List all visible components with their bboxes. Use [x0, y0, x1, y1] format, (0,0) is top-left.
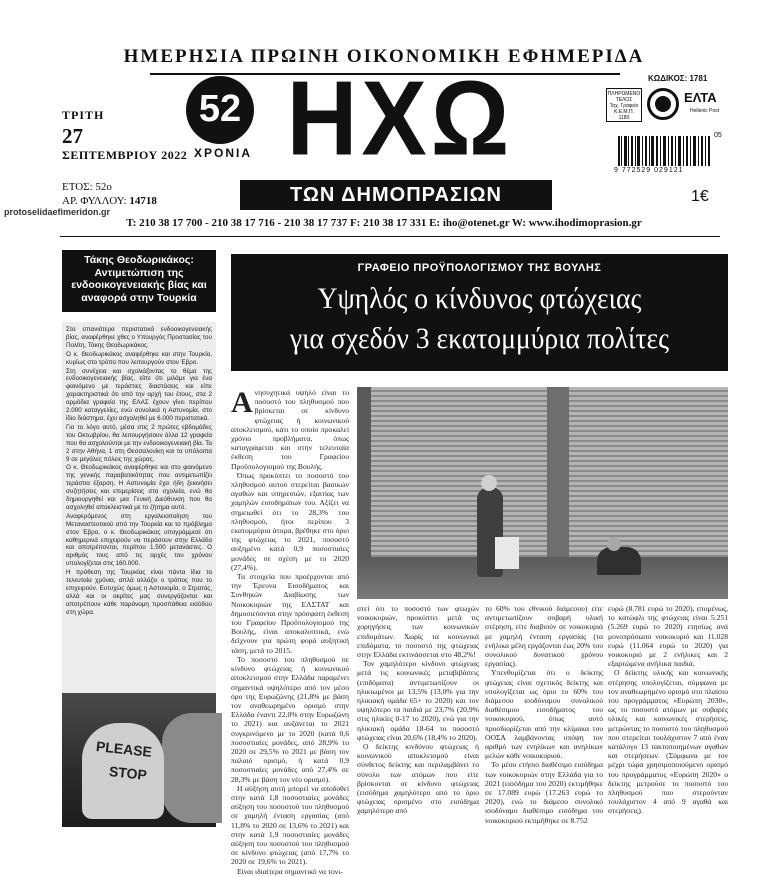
barcode-icon: [618, 136, 710, 166]
shopping-bag: [495, 537, 519, 569]
dropcap: Α: [231, 386, 253, 419]
col3-paragraph: Υπενθυμίζεται ότι ο δείκτης φτώχειας είναι σχετικός δείκτης και υπολογίζεται ως όριο το 60% του διάμεσου ισοδύναμου συνολικού διαθέσιμου εισοδήματος του νοικοκυριού, όπως αυτό προσδιορίζεται από την κλίμακα του ΟΟΣΑ λαμβάνοντας υπόψη τον αριθμό των ενηλίκων και ανηλίκων μελών κάθε νοικοκυριού.: [485, 668, 603, 761]
col1-paragraph: Το ποσοστό του πληθυσμού σε κίνδυνο φτώχειας ή κοινωνικού αποκλεισμού στην Ελλάδα παραμένει σημαντικά υψηλότερο από τον μέσο όρο της Ευρωζώνης (21,8% με βάση τον αναθεωρημένο ορισμό στην Ελλάδα έναντι 22,0% στην Ευρωζώνη το 2021) και αυξάνεται το 2021 συγκρινόμενο με το 2020 (κατά 0,6 ποσοστιαίες μονάδες, από 28,9% το 2020 σε 29,5% το 2021 με βάση τον παλαιό ορισμό, ή κατά 0,9 ποσοστιαίες μονάδες από 27,4% σε 28,3% με βάση τον νέο ορισμό).: [231, 654, 349, 784]
code-label: ΚΩΔΙΚΟΣ: 1781: [648, 74, 708, 83]
postal-logo-center-icon: [655, 96, 671, 112]
side-paragraph: Ο κ. Θεοδωρικάκος αναφέρθηκε και στην Τουρκία, κυρίως στο τρόπο που λειτουργούν στον Έβρο.: [66, 350, 212, 366]
pillar-center: [547, 387, 569, 562]
sheet-label: ΑΡ. ΦΥΛΛΟΥ:: [62, 195, 127, 207]
stamp-icon: ΠΛΗΡΩΜΕΝΟ ΤΕΛΟΣ Ταχ. Γραφείο Κ.Ε.Μ.Π. 1180: [606, 88, 642, 122]
day-label: ΤΡΙΤΗ: [62, 108, 105, 122]
side-story-headline: Τάκης Θεοδωρικάκος: Αντιμετώπιση της ενδοοικογενειακής βίας και αναφορά στην Τουρκία: [62, 250, 216, 312]
article-column-4: [608, 604, 728, 828]
photo-text-stop: STOP: [108, 763, 148, 783]
col3-paragraph: το 60% του εθνικού διάμεσου) είτε αντιμετωπίζουν σοβαρή υλική στέρηση, είτε διαβιούν σε νοικοκυριά με χαμηλή ένταση εργασίας (τα ενήλικα μέλη εργάζονται έως 20% του συνολικού δυνατικού χρόνου εργασίας).: [485, 604, 603, 669]
sheet-info: [62, 195, 157, 207]
barcode-number: 9 772529 029121: [614, 167, 684, 174]
side-paragraph: Στα σπανιότερα περιστατικά ενδοοικογενειακής βίας, αναφέρθηκε χθες ο Υπουργός Προστασίας του Πολίτη, Τάκης Θεοδωρικάκος.: [66, 326, 212, 349]
sheet-number: 14718: [129, 195, 157, 207]
main-kicker: ΓΡΑΦΕΙΟ ΠΡΟΫΠΟΛΟΓΙΣΜΟΥ ΤΗΣ ΒΟΥΛΗΣ: [357, 262, 602, 274]
pillar-left: [357, 387, 371, 562]
month-year: ΣΕΠΤΕΜΒΡΙΟΥ 2022: [62, 148, 188, 162]
col2-paragraph: Τον χαμηλότερο κίνδυνο φτώχειας μετά τις κοινωνικές μεταβιβάσεις (επιδόματα) αντιμετωπίζουν οι ηλικιωμένοι με 13,5% (13,0% για την ηλικιακή ομάδα 65+ το 2020) και τον υψηλότερο τα παιδιά με 23,7% (20,9% στις ηλικίες 0-17 το 2020), ενώ για την ηλικιακή ομάδα 18-64 το ποσοστό φτώχειας είναι 20,6% (18,4% το 2020).: [357, 659, 479, 742]
article-column-3: [485, 604, 603, 828]
side-paragraph: Αναφερόμενος στη εργαλειοποίηση του Μεταναστευτικού από την Τουρκία και το πρόβλημα στον Έβρο, ο κ. Θεοδωρικάκος υπογράμμισε ότι καθημερινά επιχειρούν να περάσουν στην Ελλάδα και αποτρέπονται, περίπου 1.500 μετανάστες. Ο αριθμός τους από τις αρχές του χρόνου υπολογίζεται στις 160.000.: [66, 512, 212, 568]
please-stop-photo: [62, 693, 216, 827]
col2-paragraph: Ο δείκτης κινδύνου φτώχειας ή κοινωνικού αποκλεισμού είναι σύνθετος δείκτης και περιλαμβάνει το σύνολο των ατόμων που είτε βρίσκονται σε κίνδυνο φτώχειας (εισόδημα χαμηλότερο από το όριο φτώχειας ορισμένο στο εισόδημα χαμηλότερο από: [357, 742, 479, 816]
tagline: ΗΜΕΡΗΣΙΑ ΠΡΩΙΝΗ ΟΙΚΟΝΟΜΙΚΗ ΕΦΗΜΕΡΙΔΑ: [123, 46, 645, 67]
col2-paragraph: στεί ότι το ποσοστό των φτωχών νοικοκυριών, προκύπτει μετά τις χορηγήσεις των κοινωνικών επιδομάτων. Χωρίς τα κοινωνικά επιδόματα, το ποσοστό της φτώχειας στην Ελλάδα εκτινάσσεται στο 48,2%!: [357, 604, 479, 660]
article-column-1: [231, 386, 349, 876]
side-paragraph: Στη συνέχεια και σχολιάζοντας το θέμα της ενδοοικογενειακής βίας, είπε ότι μιλάμε για ένα φαινόμενο με τεράστιες διαστάσεις και είπε χαρακτηριστικά ότι από την αρχή του έτους, στα 2 αρμόδια γραφεία της ΕΛΑΣ έχουν γίνει περίπου 2.000 καταγγελίες, ενώ συνολικά η Αστυνομία, στο ίδιο διάστημα, έχει ασχοληθεί με 6.000 περιστατικά.: [66, 367, 212, 422]
side-paragraph: Ο κ. Θεοδωρικάκος αναφέρθηκε και στο φαινόμενο της γενικής παραβατικότητας που αντιμετωπίζει τεράστια έξαρση. Η Αστυνομία έχει ήδη ξεκινήσει συζητήσεις και επιμερίσεις στα σχολεία, ενώ θα δημιουργηθεί και μια Γενική Διεύθυνση που θα ασχοληθεί αποκλειστικά με το ζήτημα αυτό.: [66, 464, 212, 511]
col1-paragraph: Η αύξηση αυτή μπορεί να αποδοθεί στην κατά 1,8 ποσοστιαίες μονάδες αύξηση του ποσοστού του πληθυσμού σε χαμηλή ένταση εργασίας (από 11,8% το 2020 σε 13,6% το 2021) και στην κατά 1,9 ποσοστιαίες μονάδες αύξηση του ποσοστού του πληθυσμού σε κίνδυνο φτώχειας (από 17,7% το 2020 σε 19,6% το 2021).: [231, 783, 349, 867]
col4-paragraph: Ο δείκτης υλικής και κοινωνικής στέρησης υπολογίζεται, σύμφωνα με τον αναθεωρημένο ορισμό στο πλαίσιο του προγράμματος «Ευρώπη 2030», ως το ποσοστό ατόμων με σοβαρές υλικές και κοινωνικές στερήσεις, μετρώντας το ποσοστό του πληθυσμού που στερείται τουλάχιστον 7 από έναν κατάλογο 13 τακτοποιημένων αγαθών και στερήσεων. (Σύμφωνα με τον μέχρι τώρα χρησιμοποιούμενο ορισμό του προγράμματος «Ευρώπη 2020» ο δείκτης μετρούσε το ποσοστό του πληθυσμού που στερούνταν τουλάχιστον 4 από 9 αγαθά και στερήσεις).: [608, 668, 728, 816]
contact-line: T: 210 38 17 700 - 210 38 17 716 - 210 38 17 737 F: 210 38 17 331 E: iho@otenet.gr W: www.ihodimoprasion.gr: [126, 217, 642, 229]
col1-paragraph: Τα στοιχεία που προέρχονται από την Έρευνα Εισοδήματος και Συνθηκών Διαβίωσης των Νοικοκυριών της ΕΛΣΤΑΤ και δημοσιεύονται στην πρόσφατη έκθεση του Γραφείου Προϋπολογισμού της Βουλής, είναι αποκαλυπτικά, ενώ δείχνουν για πρώτη φορά αυξητική τάση, μετά το 2015.: [231, 572, 349, 655]
sitting-person-head: [607, 537, 621, 551]
anniversary-badge: 52: [186, 76, 254, 144]
walking-woman-head: [481, 475, 497, 491]
col1-paragraph: Όπως προκύπτει το ποσοστό του πληθυσμού αυτού στερείται βασικών αγαθών και υπηρεσιών, εξαιτίας των χαμηλών εισοδημάτων του. Αξίζει να σημειωθεί ότι το 28,3% του πληθυσμού, ήτοι περίπου 3 εκατομμύρια άτομα, βρέθηκε στο όριο της φτώχειας το 2021, ποσοστό αυξημένο κατά 0,9 ποσοστιαίες μονάδες σε σχέση με το 2020 (27,4%).: [231, 470, 349, 572]
date-number: 27: [62, 124, 83, 148]
shutter-shape: [357, 387, 728, 557]
article-column-2: [357, 604, 479, 828]
price: 1€: [691, 188, 709, 205]
face-shape: [162, 713, 222, 823]
main-headline-line2: για σχεδόν 3 εκατομμύρια πολίτες: [289, 322, 670, 355]
elta-subtitle: Hellenic Post: [690, 108, 720, 114]
side-paragraph: Η πρόθεση της Τουρκίας είναι πάντα ίδια τα τελευταία χρόνια, απλά αλλάζει ο τρόπος που το επιχειρούν. Ευτυχώς όμως η Αστυνομία, ο Στρατός, αλλά και οι ακρίτες μας συνεργάζονται και αποτρέπουν κάθε παράνομη προσπάθεια εισόδου στη χώρα.: [66, 569, 212, 616]
year-label: ΕΤΟΣ: 52ο: [62, 181, 112, 193]
issue-digits: 05: [714, 132, 722, 139]
side-story-body: [62, 322, 216, 694]
street-photo: [357, 387, 728, 599]
sitting-person: [597, 547, 641, 575]
col1-paragraph: νησυχητικά υψηλό είναι το ποσοστό του πληθυσμού που βρίσκεται σε κίνδυνο φτώχειας ή κοινωνικού αποκλεισμού, κάτι το οποίο προκαλεί χρόνιο προβλήματα, όπως καταγράφεται και στην τελευταία έκθεση του Γραφείου Προϋπολογισμού της Βουλής.: [231, 388, 349, 471]
elta-logo: ΕΛΤΑ: [684, 90, 717, 105]
col4-paragraph: ευρώ (8.781 ευρώ το 2020), επομένως, το κατώφλι της φτώχειας είναι 5.251 (5.269 ευρώ το 2020) ετησίως ανά μονοπρόσωπο νοικοκυριό και 11.028 ευρώ (11.064 ευρώ το 2020) για νοικοκυριό με 2 ενήλικες και 2 εξαρτώμενα ανήλικα παιδιά.: [608, 604, 728, 669]
watermark[interactable]: protoselidaefimeridon.gr: [4, 207, 111, 217]
anniversary-label: ΧΡΟΝΙΑ: [194, 146, 253, 160]
side-paragraph: Για το λόγο αυτό, μέσα στις 2 πρώτες εβδομάδες του Οκτωβρίου, θα λειτουργήσουν άλλα 12 γραφεία που θα ασχολούνται με την ενδοοικογενειακή βία. Τα 2 στην Αθήνα, 1 στη Θεσσαλονίκη και τα υπόλοιπα 9 σε μεγάλες πόλεις της χώρας.: [66, 423, 212, 463]
newspaper-logo: ΗΧΩ: [286, 58, 514, 178]
logo-subtitle: ΤΩΝ ΔΗΜΟΠΡΑΣΙΩΝ: [240, 180, 552, 210]
photo-text-please: PLEASE: [95, 738, 153, 760]
pavement: [357, 557, 728, 599]
contact-rule: [60, 236, 720, 237]
col3-paragraph: Το μέσο ετήσιο διαθέσιμο εισόδημα των νοικοκυριών στην Ελλάδα για το 2021 (εισόδημα του 2020) εκτιμήθηκε σε 17.089 ευρώ (17.263 ευρώ το 2020), ενώ το διάμεσο συνολικό ισοδύναμο διαθέσιμο εισόδημα του νοικοκυριού εκτιμήθηκε σε 8.752: [485, 760, 603, 825]
col1-paragraph: Είναι ιδιαίτερα σημαντικό να τονι-: [237, 866, 343, 876]
main-headline-line1: Υψηλός ο κίνδυνος φτώχειας: [317, 282, 642, 315]
